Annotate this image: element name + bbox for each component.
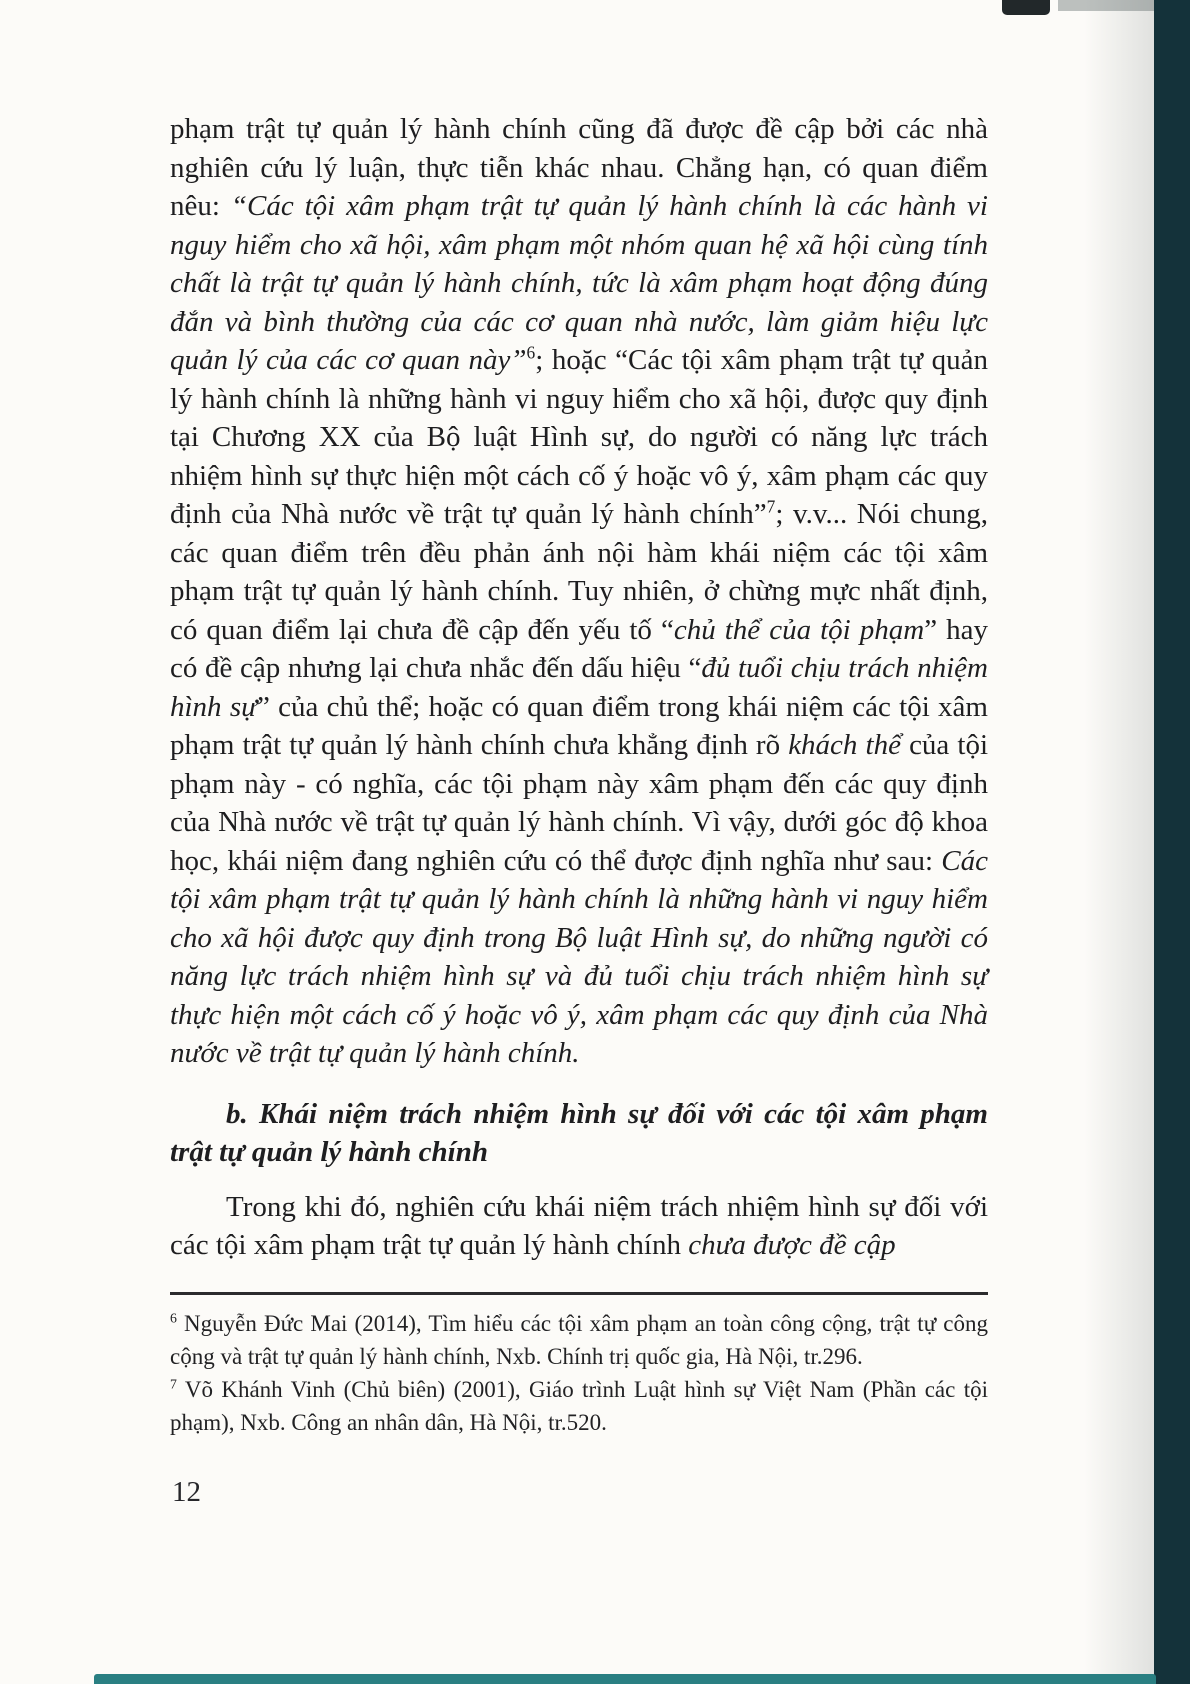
footnote-6: [170, 1307, 988, 1373]
text-run: Nguyễn Đức Mai (2014), Tìm hiểu các tội xâm phạm an toàn công cộng, trật tự công cộng và trật tự quản lý hành chính, Nxb. Chính trị quốc gia, Hà Nội, tr.296.: [170, 1311, 988, 1369]
section-heading-b: [170, 1095, 988, 1172]
footnote-separator: [170, 1292, 988, 1295]
text-run: phạm trật tự quản lý hành chính cũng đã được đề cập bởi các nhà nghiên cứu lý luận, thực tiễn khác nhau. Chẳng hạn, có quan điểm nêu:: [170, 113, 988, 222]
text-run: ” của chủ thể; hoặc có quan điểm trong khái niệm các tội xâm phạm trật tự quản lý hành chính chưa khẳng định rõ: [170, 690, 988, 761]
text-run: ; hoặc “Các tội xâm phạm trật tự quản lý hành chính là những hành vi nguy hiểm cho xã hội, được quy định tại Chương XX của Bộ luật Hình sự, do người có năng lực trách nhiệm hình sự thực hiện một cách cố ý hoặc vô ý, xâm phạm các quy định của Nhà nước về trật tự quản lý hành chính”: [170, 344, 988, 530]
book-cover-bottom-bar: [94, 1674, 1156, 1684]
text-run: khách thể: [788, 729, 901, 761]
page-number: 12: [172, 1476, 201, 1508]
text-run: “Các tội xâm phạm trật tự quản lý hành chính là các hành vi nguy hiểm cho xã hội, xâm phạm một nhóm quan hệ xã hội cùng tính chất là trật tự quản lý hành chính, tức là xâm phạm hoạt động đúng đắn và bình thường của các cơ quan nhà nước, làm giảm hiệu lực quản lý của các cơ quan này”: [170, 190, 988, 376]
text-run: ” hay có đề cập nhưng lại chưa nhắc đến dấu hiệu “: [170, 613, 988, 684]
paragraph-intro: [170, 1188, 988, 1265]
text-run: b. Khái niệm trách nhiệm hình sự đối với các tội xâm phạm trật tự quản lý hành chính: [170, 1097, 988, 1168]
footnote-marker: 7: [170, 1376, 177, 1392]
footnote-area: [170, 1292, 988, 1439]
scan-mark-top: [1002, 0, 1050, 15]
footnote-marker: 6: [170, 1310, 177, 1326]
paragraph-continuation: [170, 110, 988, 1073]
text-run: chưa được đề cập: [688, 1229, 896, 1261]
text-run: Các tội xâm phạm trật tự quản lý hành chính là những hành vi nguy hiểm cho xã hội được quy định trong Bộ luật Hình sự, do những người có năng lực trách nhiệm hình sự và đủ tuổi chịu trách nhiệm hình sự thực hiện một cách cố ý hoặc vô ý, xâm phạm các quy định của Nhà nước về trật tự quản lý hành chính.: [170, 844, 988, 1069]
page-text-block: [170, 110, 988, 1265]
text-run: Trong khi đó, nghiên cứu khái niệm trách nhiệm hình sự đối với các tội xâm phạm trật tự quản lý hành chính: [170, 1190, 988, 1261]
page-edge-shadow: [1084, 0, 1154, 1684]
footnote-marker: 7: [766, 496, 776, 517]
text-run: ; v.v... Nói chung, các quan điểm trên đều phản ánh nội hàm khái niệm các tội xâm phạm trật tự quản lý hành chính. Tuy nhiên, ở chừng mực nhất định, có quan điểm lại chưa đề cập đến yếu tố “: [170, 498, 988, 646]
text-run: chủ thể của tội phạm: [673, 613, 925, 646]
text-run: đủ tuổi chịu trách nhiệm hình sự: [170, 652, 988, 723]
book-cover-edge-strip: [1154, 0, 1190, 1684]
text-run: Võ Khánh Vinh (Chủ biên) (2001), Giáo trình Luật hình sự Việt Nam (Phần các tội phạm), Nxb. Công an nhân dân, Hà Nội, tr.520.: [170, 1377, 988, 1435]
footnote-7: [170, 1373, 988, 1439]
footnote-marker: 6: [526, 342, 536, 363]
text-run: của tội phạm này - có nghĩa, các tội phạm này xâm phạm đến các quy định của Nhà nước về trật tự quản lý hành chính. Vì vậy, dưới góc độ khoa học, khái niệm đang nghiên cứu có thể được định nghĩa như sau:: [170, 729, 989, 877]
